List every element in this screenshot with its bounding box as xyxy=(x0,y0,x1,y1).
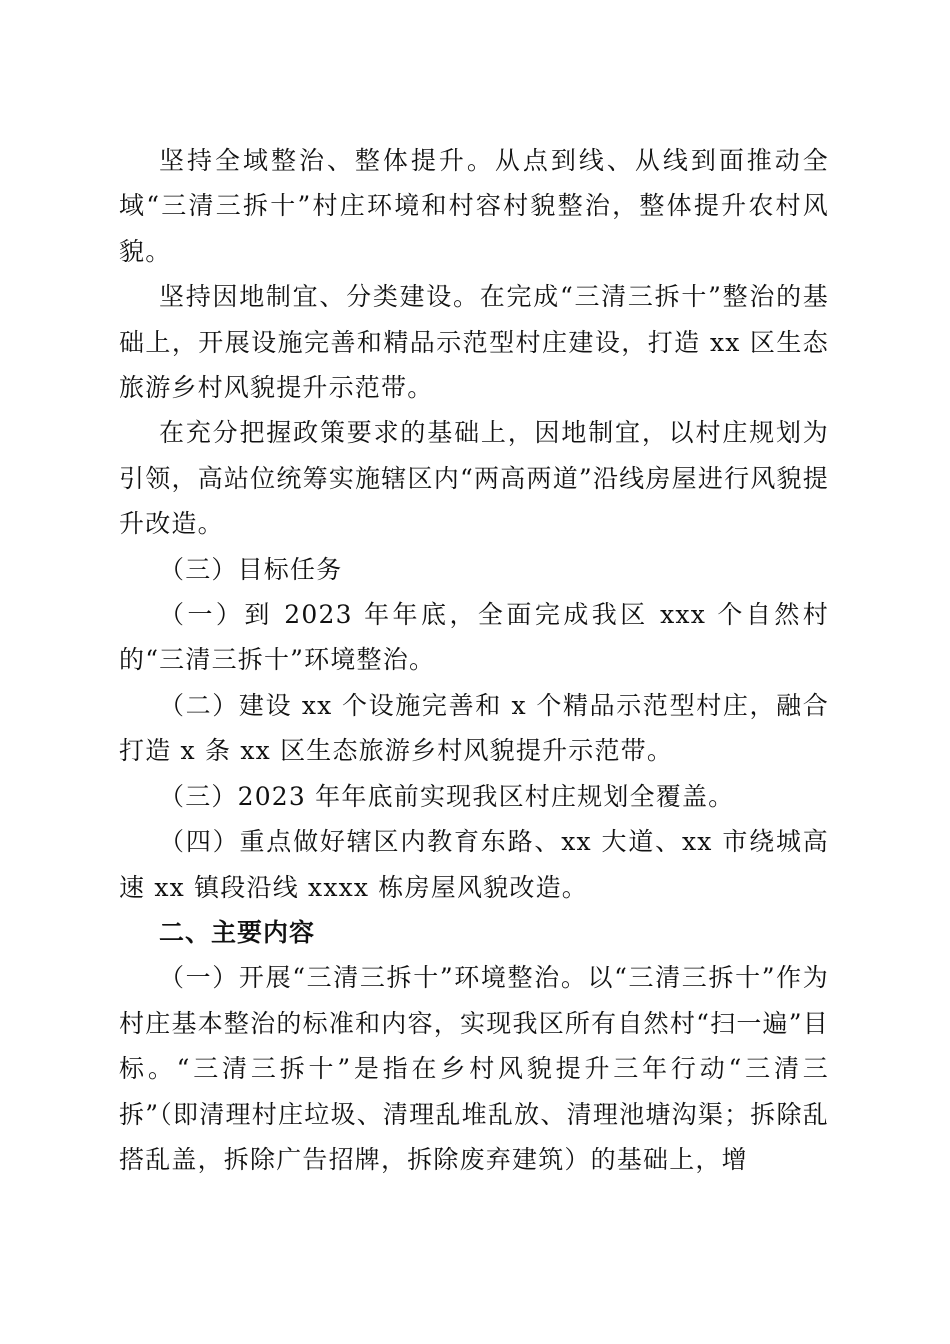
paragraph-policy-requirements: 在充分把握政策要求的基础上，因地制宜，以村庄规划为引领，高站位统筹实施辖区内“两高两道”沿线房屋进行风貌提升改造。 xyxy=(119,418,829,539)
section-heading-target-tasks: （三）目标任务 xyxy=(159,554,343,584)
document-body xyxy=(119,138,829,1182)
paragraph-environment-renovation: （一）开展“三清三拆十”环境整治。以“三清三拆十”作为村庄基本整治的标准和内容，实现我区所有自然村“扫一遍”目标。“三清三拆十”是指在乡村风貌提升三年行动“三清三拆”（即清理村庄垃圾、清理乱堆乱放、清理池塘沟渠；拆除乱搭乱盖，拆除广告招牌，拆除废弃建筑）的基础上，增 xyxy=(119,963,829,1174)
section-heading-main-content: 二、主要内容 xyxy=(159,917,316,947)
task-item-2: （二）建设 xx 个设施完善和 x 个精品示范型村庄，融合打造 x 条 xx 区生态旅游乡村风貌提升示范带。 xyxy=(119,690,829,766)
task-item-4: （四）重点做好辖区内教育东路、xx 大道、xx 市绕城高速 xx 镇段沿线 xxxx 栋房屋风貌改造。 xyxy=(119,827,829,902)
paragraph-local-conditions: 坚持因地制宜、分类建设。在完成“三清三拆十”整治的基础上，开展设施完善和精品示范型村庄建设，打造 xx 区生态旅游乡村风貌提升示范带。 xyxy=(119,282,829,403)
task-item-3: （三）2023 年年底前实现我区村庄规划全覆盖。 xyxy=(159,781,735,811)
task-item-1: （一）到 2023 年年底，全面完成我区 xxx 个自然村的“三清三拆十”环境整治。 xyxy=(119,600,829,675)
paragraph-whole-area-renovation: 坚持全域整治、整体提升。从点到线、从线到面推动全域“三清三拆十”村庄环境和村容村貌整治，整体提升农村风貌。 xyxy=(119,146,829,266)
